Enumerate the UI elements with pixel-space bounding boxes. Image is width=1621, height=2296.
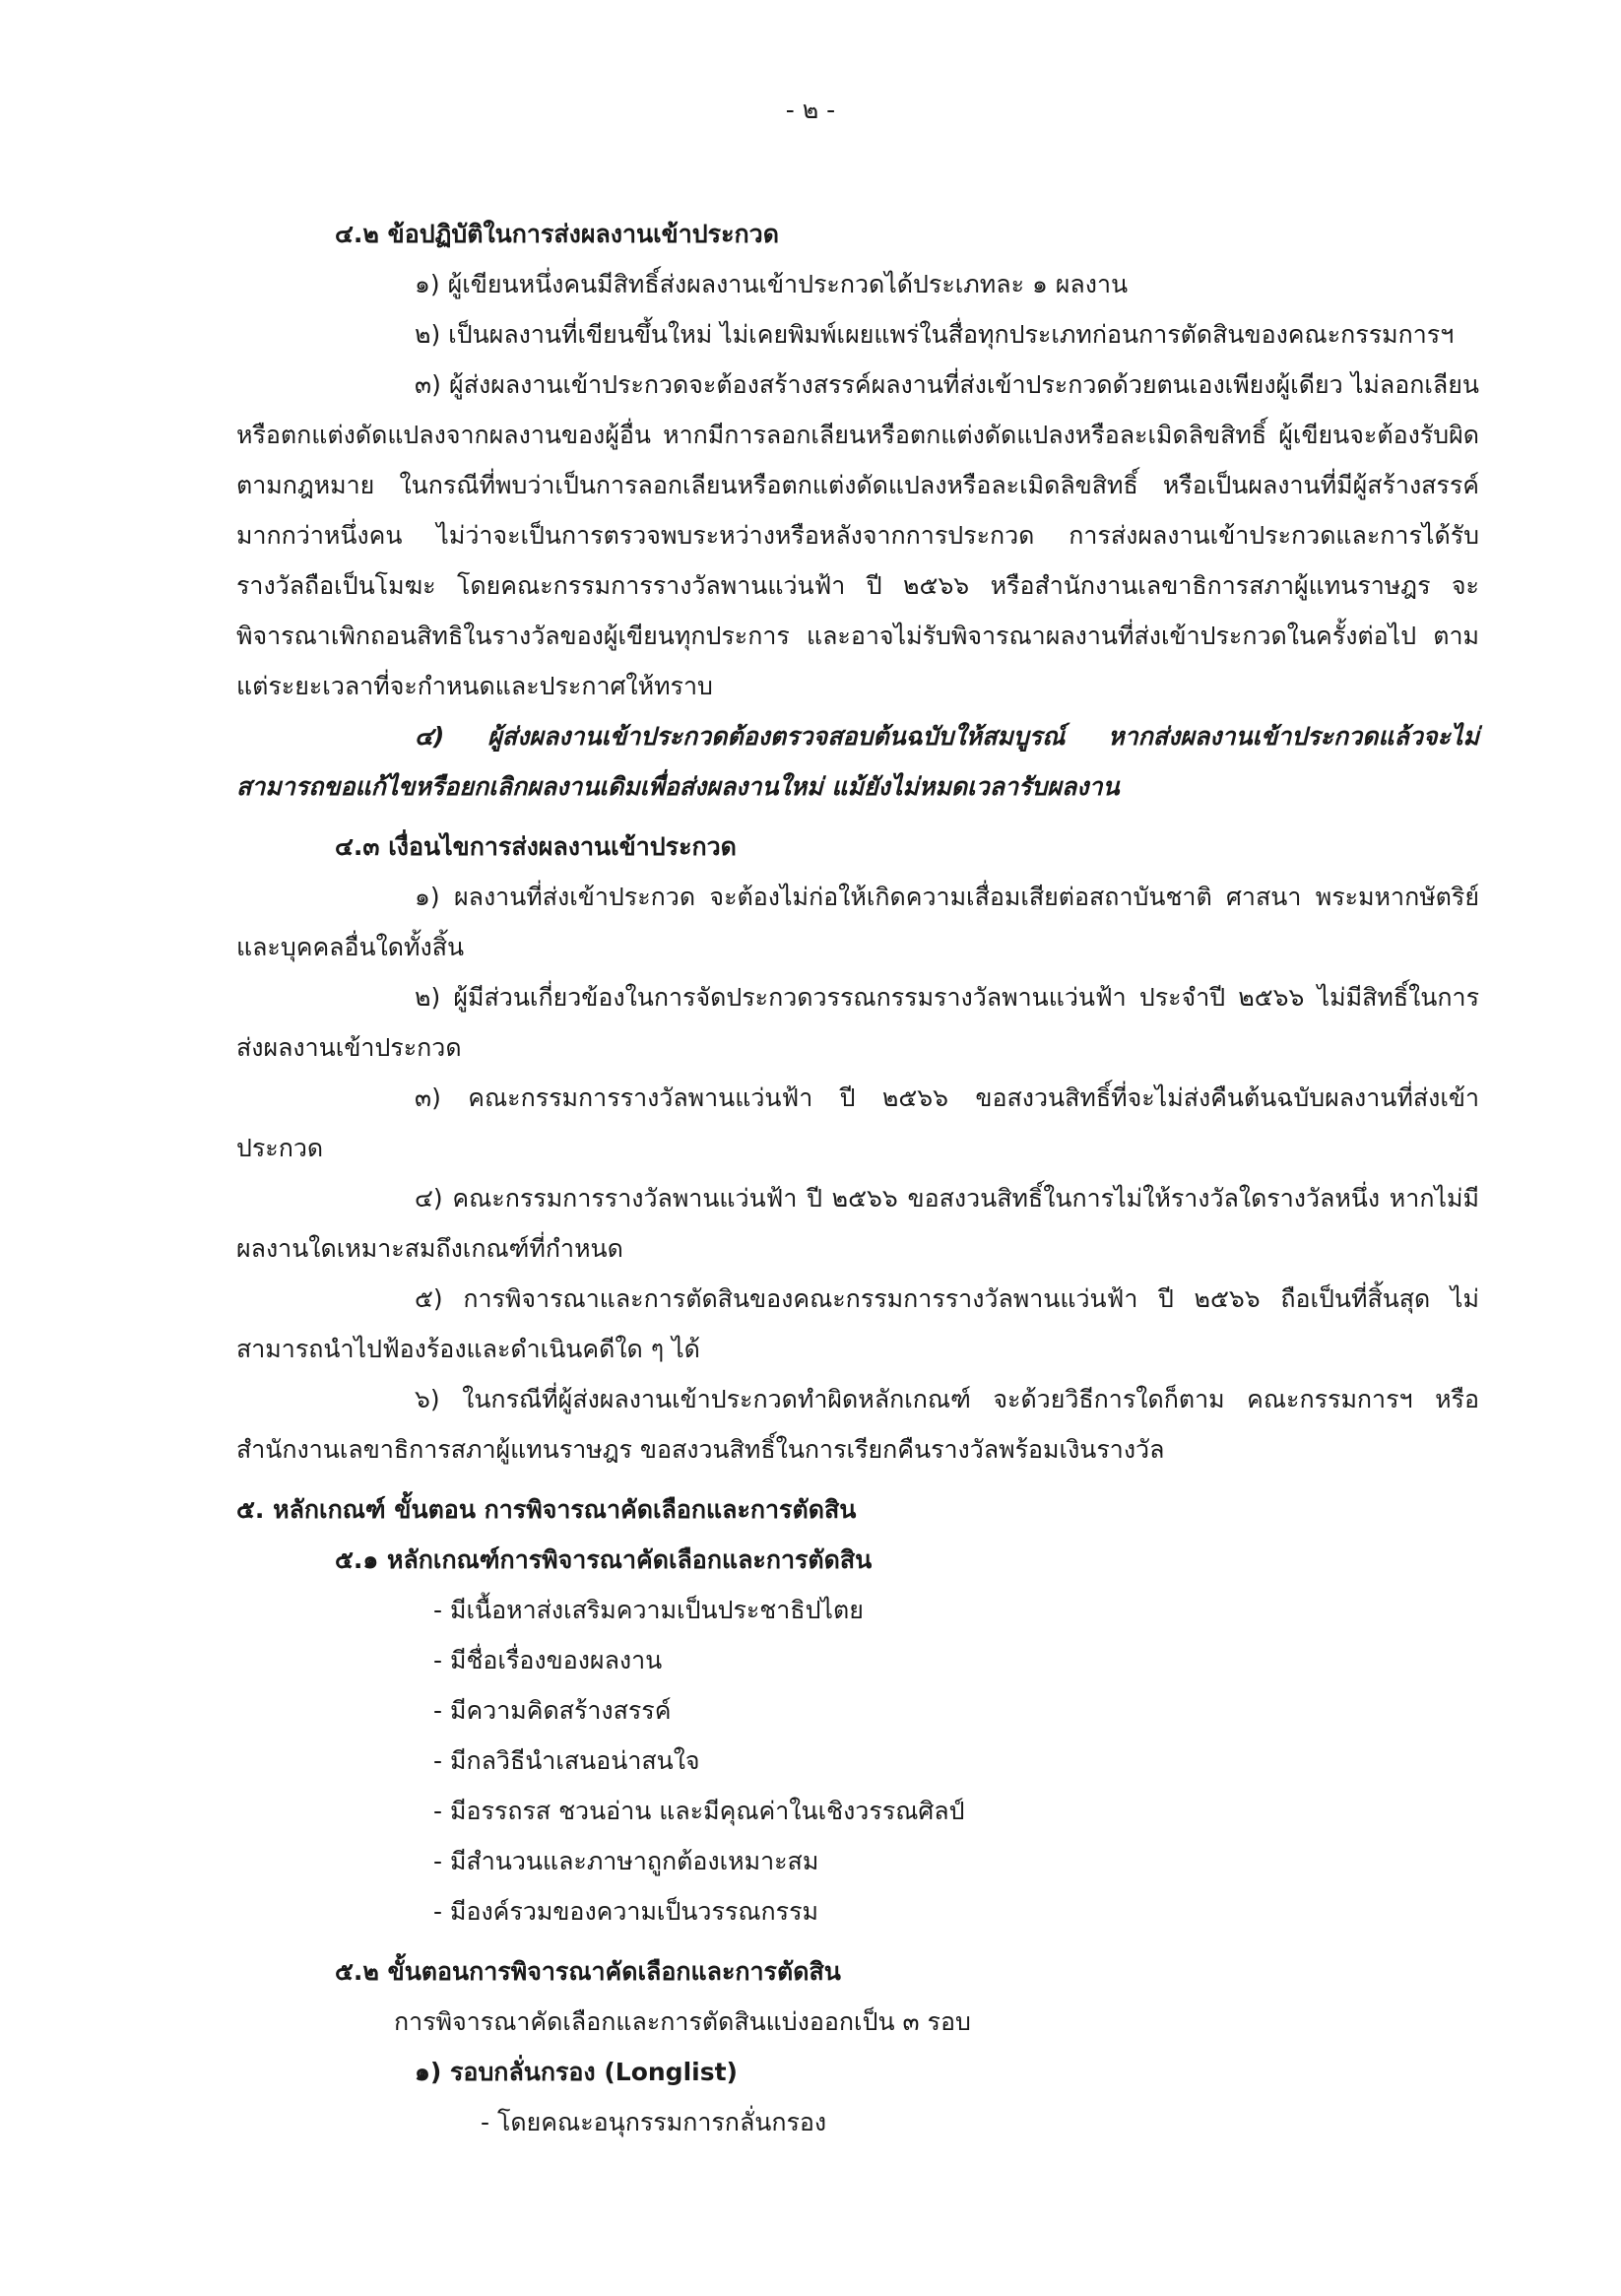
section-5-2-heading: ๕.๒ ขั้นตอนการพิจารณาคัดเลือกและการตัดสิน: [335, 1957, 841, 1986]
section-4-3-item-5: ๕) การพิจารณาและการตัดสินของคณะกรรมการรางวัลพานแว่นฟ้า ปี ๒๕๖๖ ถือเป็นที่สิ้นสุด ไม่สามารถนำไปฟ้องร้องและดำเนินคดีใด ๆ ได้: [236, 1284, 1479, 1363]
section-4-2-item-3: ๓) ผู้ส่งผลงานเข้าประกวดจะต้องสร้างสรรค์ผลงานที่ส่งเข้าประกวดด้วยตนเองเพียงผู้เดียว ไม่ลอกเลียนหรือตกแต่งดัดแปลงจากผลงานของผู้อื่น หากมีการลอกเลียนหรือตกแต่งดัดแปลงหรือละเมิดลิขสิทธิ์ ผู้เขียนจะต้องรับผิดตามกฎหมาย ในกรณีที่พบว่าเป็นการลอกเลียนหรือตกแต่งดัดแปลงหรือละเมิดลิขสิทธิ์ หรือเป็นผลงานที่มีผู้สร้างสรรค์มากกว่าหนึ่งคน ไม่ว่าจะเป็นการตรวจพบระหว่างหรือหลังจากการประกวด การส่งผลงานเข้าประกวดและการได้รับรางวัลถือเป็นโมฆะ โดยคณะกรรมการรางวัลพานแว่นฟ้า ปี ๒๕๖๖ หรือสำนักงานเลขาธิการสภาผู้แทนราษฎร จะพิจารณาเพิกถอนสิทธิในรางวัลของผู้เขียนทุกประการ และอาจไม่รับพิจารณาผลงานที่ส่งเข้าประกวดในครั้งต่อไป ตามแต่ระยะเวลาที่จะกำหนดและประกาศให้ทราบ: [236, 370, 1479, 700]
criteria-bullet-7: - มีองค์รวมของความเป็นวรรณกรรม: [433, 1897, 818, 1926]
section-4-3-item-6: ๖) ในกรณีที่ผู้ส่งผลงานเข้าประกวดทำผิดหลักเกณฑ์ จะด้วยวิธีการใดก็ตาม คณะกรรมการฯ หรือสำนักงานเลขาธิการสภาผู้แทนราษฎร ขอสงวนสิทธิ์ในการเรียกคืนรางวัลพร้อมเงินรางวัล: [236, 1385, 1479, 1464]
section-4-3-item-2: ๒) ผู้มีส่วนเกี่ยวข้องในการจัดประกวดวรรณกรรมรางวัลพานแว่นฟ้า ประจำปี ๒๕๖๖ ไม่มีสิทธิ์ในการส่งผลงานเข้าประกวด: [236, 983, 1479, 1062]
criteria-bullet-5: - มีอรรถรส ชวนอ่าน และมีคุณค่าในเชิงวรรณศิลป์: [433, 1797, 965, 1825]
criteria-bullet-2: - มีชื่อเรื่องของผลงาน: [433, 1646, 663, 1674]
section-5-heading: ๕. หลักเกณฑ์ ขั้นตอน การพิจารณาคัดเลือกและการตัดสิน: [236, 1495, 857, 1524]
criteria-bullet-1: - มีเนื้อหาส่งเสริมความเป็นประชาธิปไตย: [433, 1596, 864, 1624]
round-1-bullet: - โดยคณะอนุกรรมการกลั่นกรอง: [481, 2108, 827, 2136]
section-5-1-heading: ๕.๑ หลักเกณฑ์การพิจารณาคัดเลือกและการตัดสิน: [335, 1545, 873, 1574]
section-4-3-item-1: ๑) ผลงานที่ส่งเข้าประกวด จะต้องไม่ก่อให้เกิดความเสื่อมเสียต่อสถาบันชาติ ศาสนา พระมหากษัตริย์ และบุคคลอื่นใดทั้งสิ้น: [236, 883, 1479, 961]
page-number: - ๒ -: [785, 96, 836, 124]
criteria-bullet-6: - มีสำนวนและภาษาถูกต้องเหมาะสม: [433, 1847, 819, 1875]
section-4-3-heading: ๔.๓ เงื่อนไขการส่งผลงานเข้าประกวด: [335, 832, 737, 861]
section-4-3-item-4: ๔) คณะกรรมการรางวัลพานแว่นฟ้า ปี ๒๕๖๖ ขอสงวนสิทธิ์ในการไม่ให้รางวัลใดรางวัลหนึ่ง หากไม่มีผลงานใดเหมาะสมถึงเกณฑ์ที่กำหนด: [236, 1184, 1479, 1263]
round-1-heading: ๑) รอบกลั่นกรอง (Longlist): [415, 2058, 738, 2086]
section-4-2-heading: ๔.๒ ข้อปฏิบัติในการส่งผลงานเข้าประกวด: [335, 220, 779, 248]
criteria-bullet-4: - มีกลวิธีนำเสนอน่าสนใจ: [433, 1746, 700, 1775]
document-body: [236, 209, 1479, 2147]
section-5-2-intro: การพิจารณาคัดเลือกและการตัดสินแบ่งออกเป็น ๓ รอบ: [394, 2007, 971, 2036]
criteria-bullet-3: - มีความคิดสร้างสรรค์: [433, 1696, 672, 1725]
section-4-2-item-1: ๑) ผู้เขียนหนึ่งคนมีสิทธิ์ส่งผลงานเข้าประกวดได้ประเภทละ ๑ ผลงาน: [415, 270, 1129, 298]
section-4-2-item-4: ๔) ผู้ส่งผลงานเข้าประกวดต้องตรวจสอบต้นฉบับให้สมบูรณ์ หากส่งผลงานเข้าประกวดแล้วจะไม่สามารถขอแก้ไขหรือยกเลิกผลงานเดิมเพื่อส่งผลงานใหม่ แม้ยังไม่หมดเวลารับผลงาน: [236, 722, 1479, 801]
section-4-2-item-2: ๒) เป็นผลงานที่เขียนขึ้นใหม่ ไม่เคยพิมพ์เผยแพร่ในสื่อทุกประเภทก่อนการตัดสินของคณะกรรมการฯ: [415, 320, 1455, 349]
section-4-3-item-3: ๓) คณะกรรมการรางวัลพานแว่นฟ้า ปี ๒๕๖๖ ขอสงวนสิทธิ์ที่จะไม่ส่งคืนต้นฉบับผลงานที่ส่งเข้าประกวด: [236, 1083, 1479, 1162]
